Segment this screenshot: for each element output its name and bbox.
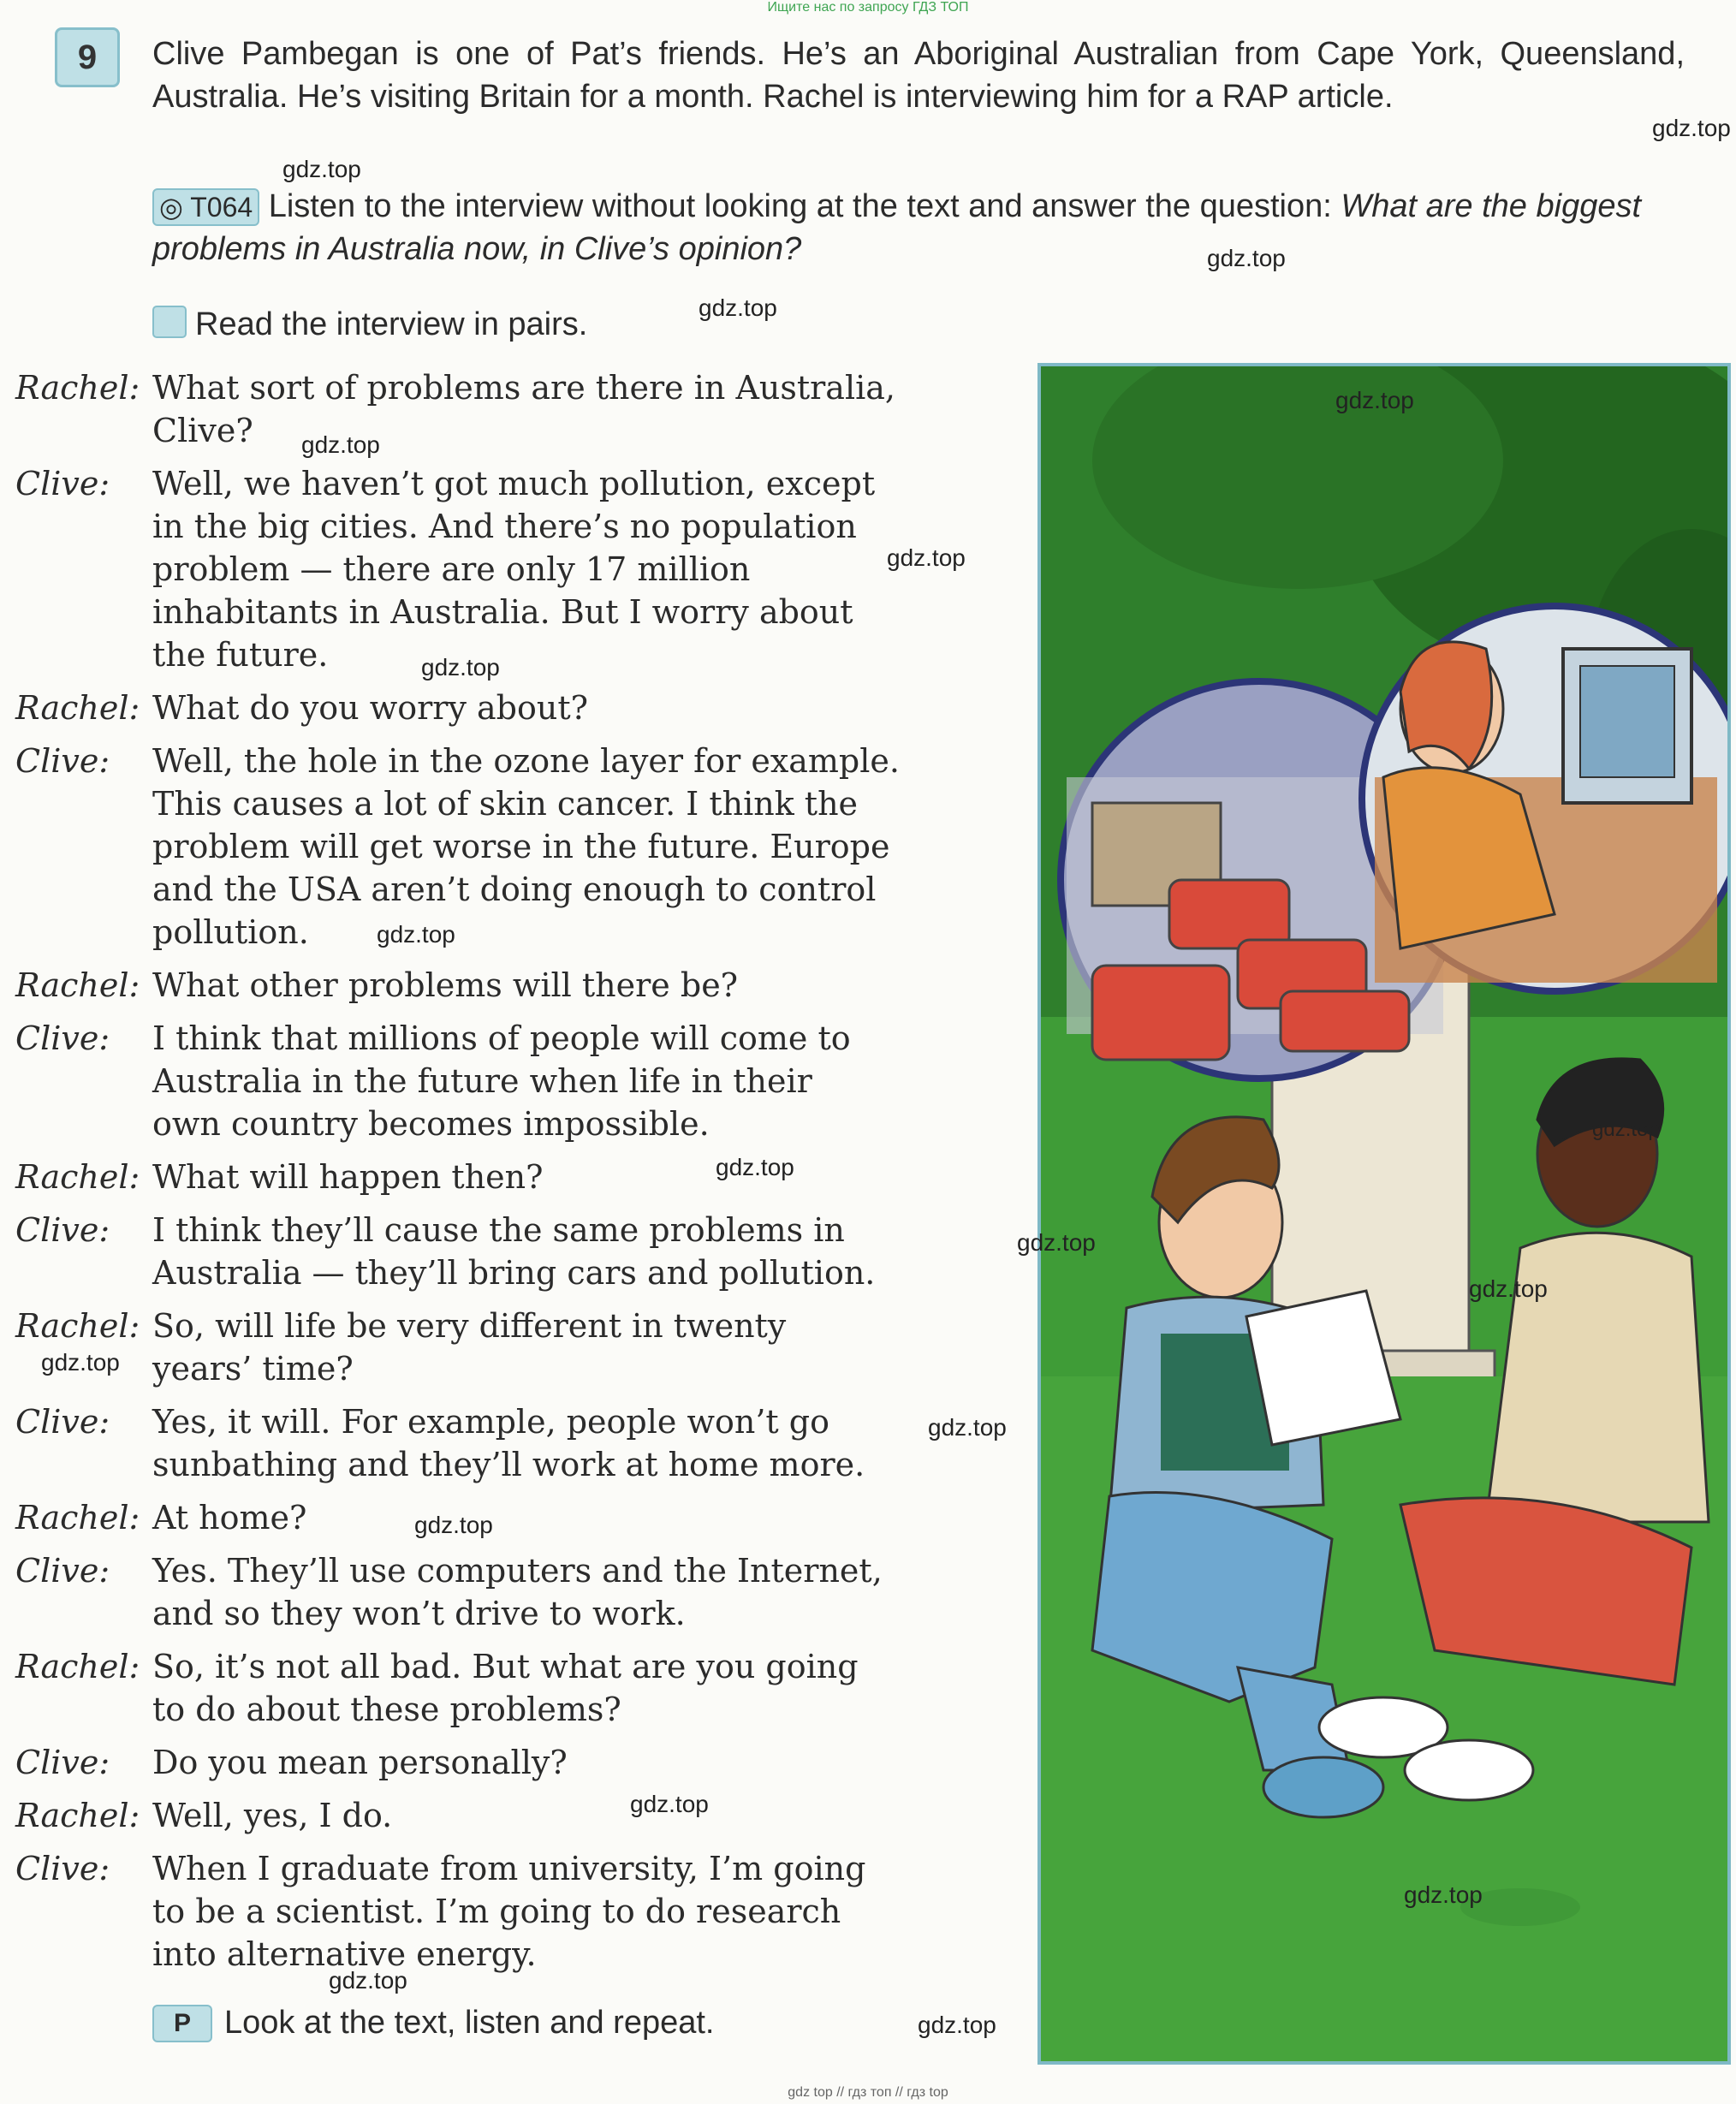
watermark: gdz.top xyxy=(1207,245,1286,271)
dialogue-line: I think they’ll cause the same problems in xyxy=(152,1211,845,1249)
watermark: gdz.top xyxy=(1652,115,1731,141)
track-label: T064 xyxy=(190,192,253,223)
watermark: gdz.top xyxy=(918,2012,996,2038)
watermark: gdz.top xyxy=(301,431,380,458)
dialogue-line: own country becomes impossible. xyxy=(152,1105,710,1143)
speaker-label: Rachel: xyxy=(15,1648,140,1685)
listen-text: Listen to the interview without looking at the text and answer the question: xyxy=(268,188,1332,224)
listen-question: What are the biggest problems in Australia now, in Clive’s opinion? xyxy=(152,188,1642,267)
pairs-icon xyxy=(152,306,187,338)
speaker-label: Clive: xyxy=(15,1744,110,1781)
watermark: gdz.top xyxy=(329,1967,407,1994)
speaker-label: Rachel: xyxy=(15,1797,140,1834)
watermark: gdz.top xyxy=(377,921,455,948)
dialogue-line: So, will life be very different in twenty xyxy=(152,1307,787,1345)
speaker-label: Rachel: xyxy=(15,966,140,1004)
illustration-panel xyxy=(1037,363,1731,2065)
exercise-number: 9 xyxy=(55,27,120,87)
dialogue-line: the future. xyxy=(152,636,329,674)
speaker-label: Rachel: xyxy=(15,689,140,727)
dialogue-line: to do about these problems? xyxy=(152,1691,621,1728)
watermark: gdz.top xyxy=(414,1512,493,1538)
dialogue-line: Clive? xyxy=(152,412,253,449)
speaker-label: Clive: xyxy=(15,1552,110,1590)
dialogue-line: Well, yes, I do. xyxy=(152,1797,393,1834)
dialogue-line: pollution. xyxy=(152,913,309,951)
repeat-instruction xyxy=(152,2001,715,2044)
watermark: gdz.top xyxy=(716,1154,794,1180)
dialogue-line: to be a scientist. I’m going to do research xyxy=(152,1893,841,1930)
dialogue-line: years’ time? xyxy=(152,1350,354,1388)
watermark: gdz.top xyxy=(630,1791,709,1817)
dialogue-line: and the USA aren’t doing enough to control xyxy=(152,871,877,908)
dialogue-line: sunbathing and they’ll work at home more. xyxy=(152,1446,865,1483)
dialogue-line: At home? xyxy=(152,1499,307,1536)
dialogue-line: What other problems will there be? xyxy=(152,966,739,1004)
dialogue-line: What do you worry about? xyxy=(152,689,588,727)
watermark: gdz.top xyxy=(421,654,500,681)
listen-instruction xyxy=(152,185,1685,270)
pairs-instruction xyxy=(152,303,587,346)
watermark: gdz.top xyxy=(282,156,361,182)
speaker-label: Clive: xyxy=(15,1019,110,1057)
dialogue-line: Well, the hole in the ozone layer for example. xyxy=(152,742,900,780)
speaker-label: Clive: xyxy=(15,1850,110,1887)
illustration-svg xyxy=(1041,366,1727,2061)
dialogue-line: problem will get worse in the future. Europe xyxy=(152,828,890,865)
watermark: gdz.top xyxy=(887,544,966,571)
cd-icon: ◎ xyxy=(159,192,183,223)
pronunciation-badge: P xyxy=(152,2005,212,2042)
dialogue-line: problem — there are only 17 million xyxy=(152,550,751,588)
dialogue-line: Australia in the future when life in their xyxy=(152,1062,812,1100)
watermark: gdz.top xyxy=(1335,387,1414,413)
dialogue-line: What will happen then? xyxy=(152,1158,544,1196)
top-notice: Ищите нас по запросу ГДЗ ТОП xyxy=(767,0,969,15)
dialogue-line: Well, we haven’t got much pollution, except xyxy=(152,465,876,502)
dialogue-line: inhabitants in Australia. But I worry about xyxy=(152,593,853,631)
watermark: gdz.top xyxy=(1404,1881,1483,1908)
watermark: gdz.top xyxy=(1592,1118,1660,1141)
speaker-label: Rachel: xyxy=(15,1499,140,1536)
dialogue-line: Yes, it will. For example, people won’t go xyxy=(152,1403,829,1441)
dialogue-line: Do you mean personally? xyxy=(152,1744,568,1781)
dialogue-line: and so they won’t drive to work. xyxy=(152,1595,686,1632)
speaker-label: Clive: xyxy=(15,465,110,502)
intro-text: Clive Pambegan is one of Pat’s friends. He’s an Aboriginal Australian from Cape York, Queensland, Australia. He’s visiting Britain for a month. Rachel is interviewing him for a RAP article. xyxy=(152,36,1685,115)
pairs-text: Read the interview in pairs. xyxy=(195,306,588,342)
watermark: gdz.top xyxy=(1469,1275,1548,1302)
speaker-label: Rachel: xyxy=(15,369,140,407)
speaker-label: Clive: xyxy=(15,1403,110,1441)
speaker-label: Clive: xyxy=(15,1211,110,1249)
dialogue-line: in the big cities. And there’s no population xyxy=(152,508,857,545)
dialogue-line: When I graduate from university, I’m going xyxy=(152,1850,866,1887)
watermark: gdz.top xyxy=(928,1414,1007,1441)
dialogue-line: into alternative energy. xyxy=(152,1935,537,1973)
dialogue-line: This causes a lot of skin cancer. I think the xyxy=(152,785,859,823)
dialogue-line: What sort of problems are there in Australia, xyxy=(152,369,896,407)
speaker-label: Rachel: xyxy=(15,1158,140,1196)
bottom-notice: gdz top // гдз топ // гдз top xyxy=(788,2085,948,2100)
dialogue-line: I think that millions of people will come to xyxy=(152,1019,851,1057)
watermark: gdz.top xyxy=(1017,1229,1096,1256)
audio-track-badge[interactable] xyxy=(152,188,259,226)
dialogue-line: So, it’s not all bad. But what are you going xyxy=(152,1648,859,1685)
watermark: gdz.top xyxy=(41,1349,120,1376)
dialogue-line: Yes. They’ll use computers and the Internet, xyxy=(152,1552,883,1590)
speaker-label: Rachel: xyxy=(15,1307,140,1345)
dialogue-line: Australia — they’ll bring cars and pollution. xyxy=(152,1254,876,1292)
watermark: gdz.top xyxy=(699,294,777,321)
repeat-text: Look at the text, listen and repeat. xyxy=(224,2005,715,2041)
speaker-label: Clive: xyxy=(15,742,110,780)
